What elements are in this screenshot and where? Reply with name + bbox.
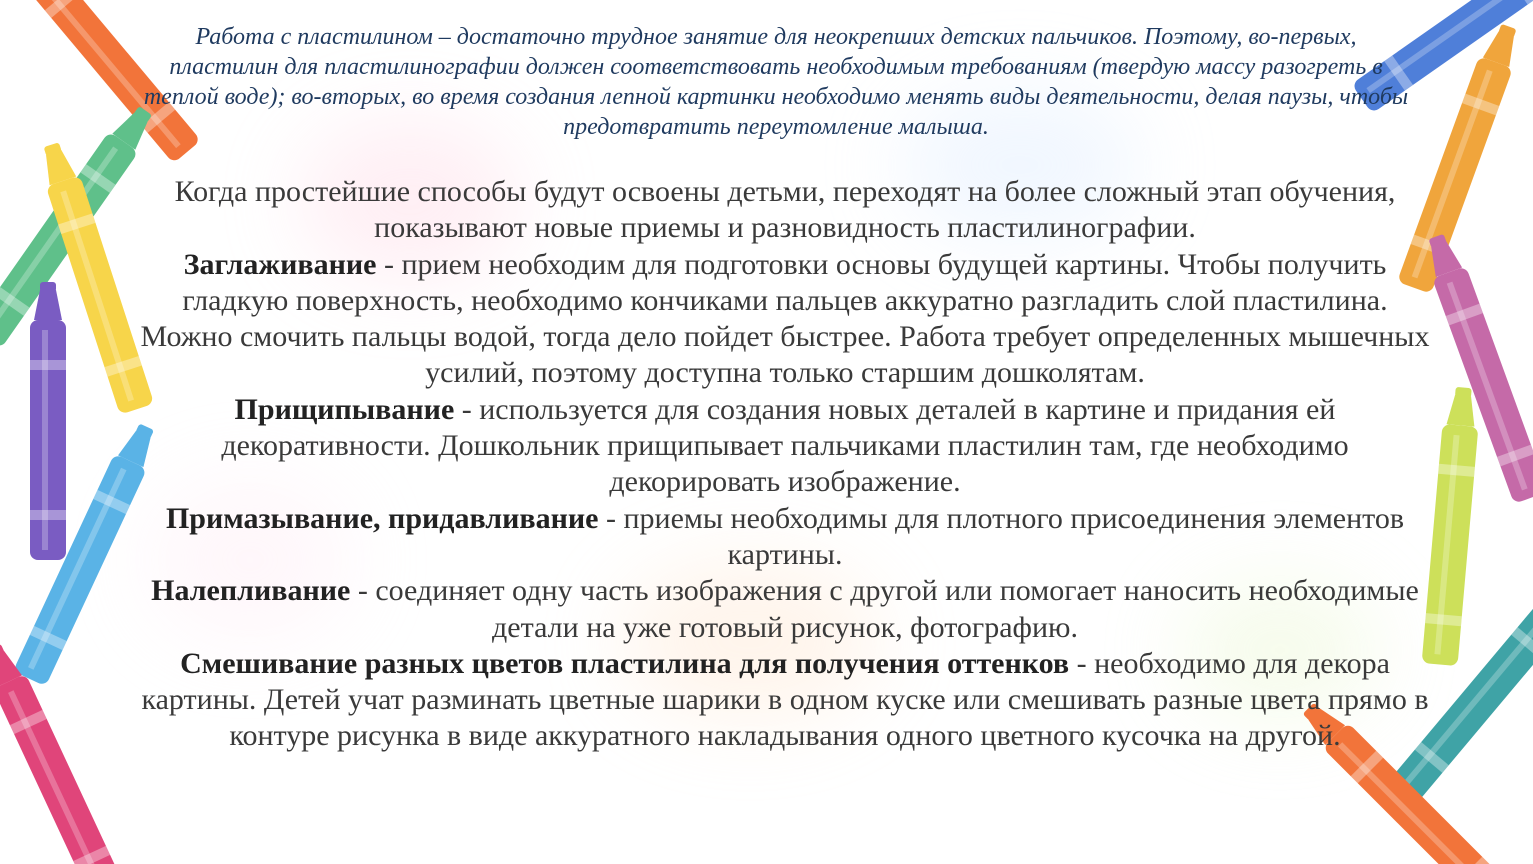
slide-content: [140, 22, 1430, 755]
technique-term: Прищипывание: [234, 392, 455, 426]
technique-zaglazhivanie: [140, 247, 1430, 392]
technique-prishchipyvanie: [140, 392, 1430, 501]
technique-term: Смешивание разных цветов пластилина для получения оттенков: [180, 646, 1070, 680]
crayon-purple: [30, 282, 66, 560]
technique-term: Заглаживание: [183, 247, 377, 281]
technique-primazyvanie: [140, 501, 1430, 574]
crayon-magenta: [1419, 230, 1533, 504]
crayon-lime: [1422, 386, 1482, 666]
lead-paragraph: Когда простейшие способы будут освоены детьми, переходят на более сложный этап обучения, показывают новые приемы и разновидность пластилинографии.: [174, 175, 1396, 245]
technique-term: Налепливание: [151, 574, 351, 608]
intro-paragraph: Работа с пластилином – достаточно трудное занятие для неокрепших детских пальчиков. Поэтому, во-первых, пластилин для пластилинографии должен соответствовать необходимым требованиям (твердую массу разогреть в теплой воде); во-вторых, во время создания лепной картинки необходимо менять виды деятельности, делая паузы, чтобы предотвратить переутомление малыша.: [143, 24, 1409, 140]
main-text: [140, 174, 1430, 755]
technique-nalepl: [140, 573, 1430, 646]
technique-smeshivanie: [140, 646, 1430, 755]
technique-description: - прием необходим для подготовки основы будущей картины. Чтобы получить гладкую поверхность, необходимо кончиками пальцев аккуратно разгладить слой пластилина. Можно смочить пальцы водой, тогда дело пойдет быстрее. Работа требует определенных мышечных усилий, поэтому доступна только старшим дошколятам.: [140, 247, 1430, 390]
crayon-pink: [0, 639, 127, 864]
technique-description: - используется для создания новых деталей в картине и придания ей декоративности. Дошкольник прищипывает пальчиками пластилин там, где необходимо декорировать изображение.: [221, 392, 1349, 499]
technique-description: - необходимо для декора картины. Детей учат разминать цветные шарики в одном куске или смешивать разные цвета прямо в контуре рисунка в виде аккуратного накладывания одного цветного кусочка на другой.: [141, 646, 1429, 753]
technique-description: - приемы необходимы для плотного присоединения элементов картины.: [598, 501, 1405, 571]
technique-description: - соединяет одну часть изображения с другой или помогает наносить необходимые детали на уже готовый рисунок, фотографию.: [350, 574, 1419, 644]
technique-term: Примазывание, придавливание: [165, 501, 599, 535]
